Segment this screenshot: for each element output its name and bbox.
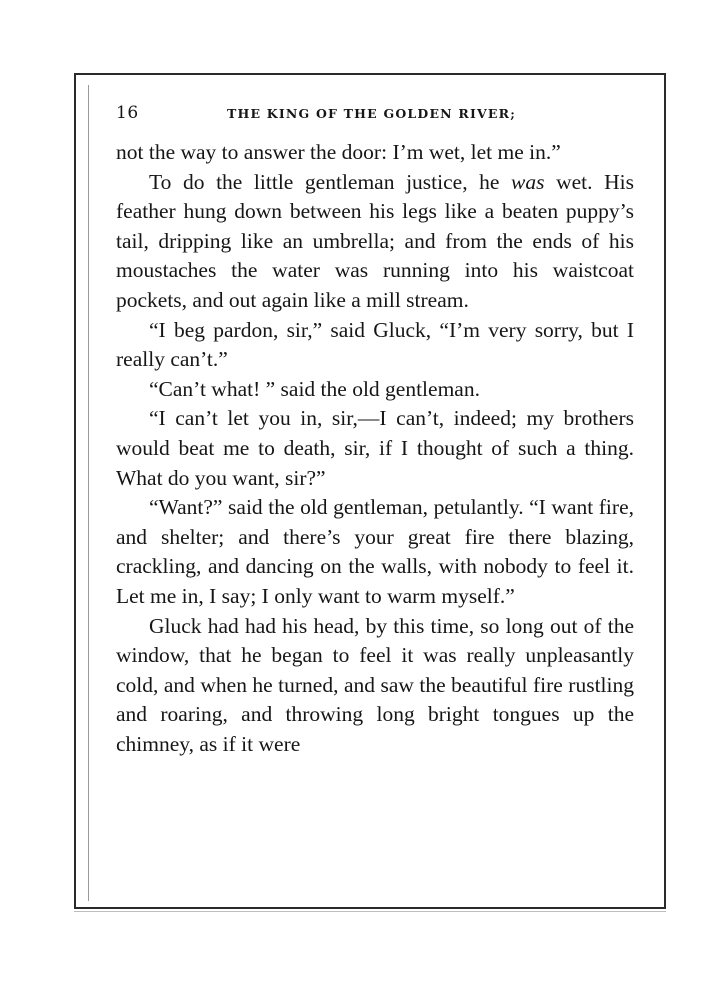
paragraph: not the way to answer the door: I’m wet, let me in.” (116, 140, 561, 164)
body-text (116, 138, 634, 759)
paragraph: “Want?” said the old gentleman, petulantly. “I want fire, and shelter; and there’s your great fire there blazing, crackling, and dancing on the walls, with nobody to feel it. Let me in, I say; I only want to warm myself.” (116, 495, 634, 608)
paragraph-text: To do the little gentleman justice, he (149, 169, 512, 194)
page-number: 16 (116, 103, 139, 123)
paragraph: “I beg pardon, sir,” said Gluck, “I’m very sorry, but I really can’t.” (116, 317, 634, 372)
paragraph (116, 168, 634, 316)
paragraph: “I can’t let you in, sir,—I can’t, indeed; my brothers would beat me to death, sir, if I thought of such a thing. What do you want, sir?” (116, 406, 634, 490)
paragraph: Gluck had had his head, by this time, so long out of the window, that he began to feel it was really unpleasantly cold, and when he turned, and saw the beautiful fire rustling and roaring, and throwing long bright tongues up the chimney, as if it were (116, 613, 634, 756)
emphasis-text: was (511, 169, 545, 194)
page-header (116, 103, 636, 125)
frame-inner-line (88, 85, 89, 901)
paragraph: “Can’t what! ” said the old gentleman. (149, 376, 480, 401)
paragraph-text: wet. His feather hung down between his legs like a beaten puppy’s tail, dripping like an umbrella; and from the ends of his moustaches the water was running into his waistcoat pockets, and out again like a mill stream. (116, 169, 634, 312)
running-head: THE KING OF THE GOLDEN RIVER; (227, 106, 517, 121)
frame-bottom-rule (74, 911, 666, 912)
